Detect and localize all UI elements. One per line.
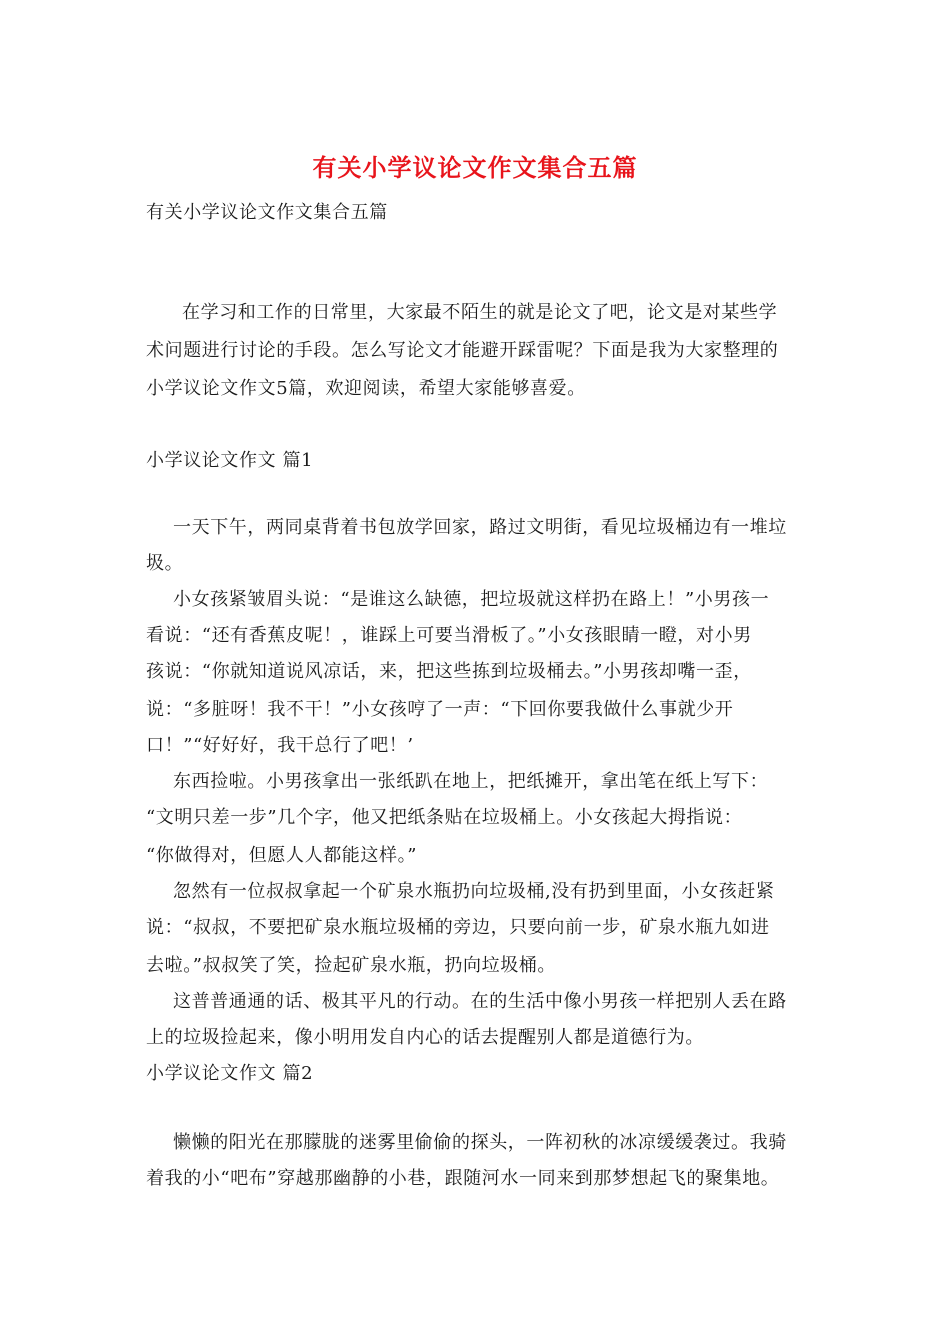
essay1-line: 上的垃圾捡起来，像小明用发自内心的话去提醒别人都是道德行为。 bbox=[146, 1027, 704, 1048]
document-title: 有关小学议论文作文集合五篇 bbox=[312, 153, 638, 182]
essay1-line: 一天下午，两同桌背着书包放学回家，路过文明街，看见垃圾桶边有一堆垃 bbox=[173, 517, 787, 538]
essay2-line: 懒懒的阳光在那朦胧的迷雾里偷偷的探头，一阵初秋的冰凉缓缓袭过。我骑 bbox=[173, 1132, 787, 1153]
essay1-line: 东西捡啦。小男孩拿出一张纸趴在地上，把纸摊开，拿出笔在纸上写下： bbox=[173, 771, 769, 792]
essay1-line: 小女孩紧皱眉头说：“是谁这么缺德，把垃圾就这样扔在路上！”小男孩一 bbox=[173, 589, 770, 610]
section-heading-2: 小学议论文作文 篇2 bbox=[146, 1063, 314, 1084]
essay1-line: 口！”“好好好，我干总行了吧！’ bbox=[146, 735, 414, 756]
essay1-line: 忽然有一位叔叔拿起一个矿泉水瓶扔向垃圾桶,没有扔到里面，小女孩赶紧 bbox=[173, 881, 775, 902]
essay1-line: “文明只差一步”几个字，他又把纸条贴在垃圾桶上。小女孩起大拇指说： bbox=[146, 807, 743, 828]
essay1-line: “你做得对，但愿人人都能这样。” bbox=[146, 845, 418, 866]
intro-line: 术问题进行讨论的手段。怎么写论文才能避开踩雷呢？下面是我为大家整理的 bbox=[146, 340, 779, 361]
essay1-line: 这普普通通的话、极其平凡的行动。在的生活中像小男孩一样把别人丢在路 bbox=[173, 991, 787, 1012]
document-subtitle: 有关小学议论文作文集合五篇 bbox=[146, 202, 388, 223]
essay1-line: 说：“多脏呀！我不干！”小女孩哼了一声：“下回你要我做什么事就少开 bbox=[146, 699, 734, 720]
section-heading-1: 小学议论文作文 篇1 bbox=[146, 450, 314, 471]
essay1-line: 孩说：“你就知道说风凉话，来，把这些拣到垃圾桶去。”小男孩却嘴一歪， bbox=[146, 661, 752, 682]
intro-line: 小学议论文作文5篇，欢迎阅读，希望大家能够喜爱。 bbox=[146, 378, 586, 399]
essay1-line: 说：“叔叔，不要把矿泉水瓶垃圾桶的旁边，只要向前一步，矿泉水瓶九如进 bbox=[146, 917, 770, 938]
intro-line: 在学习和工作的日常里，大家最不陌生的就是论文了吧，论文是对某些学 bbox=[182, 302, 778, 323]
essay1-line: 看说：“还有香蕉皮呢！，谁踩上可要当滑板了。”小女孩眼睛一瞪，对小男 bbox=[146, 625, 752, 646]
essay1-line: 去啦。”叔叔笑了笑，捡起矿泉水瓶，扔向垃圾桶。 bbox=[146, 955, 556, 976]
essay1-line: 圾。 bbox=[146, 553, 184, 574]
essay2-line: 着我的小“吧布”穿越那幽静的小巷，跟随河水一同来到那梦想起飞的聚集地。 bbox=[146, 1168, 780, 1189]
